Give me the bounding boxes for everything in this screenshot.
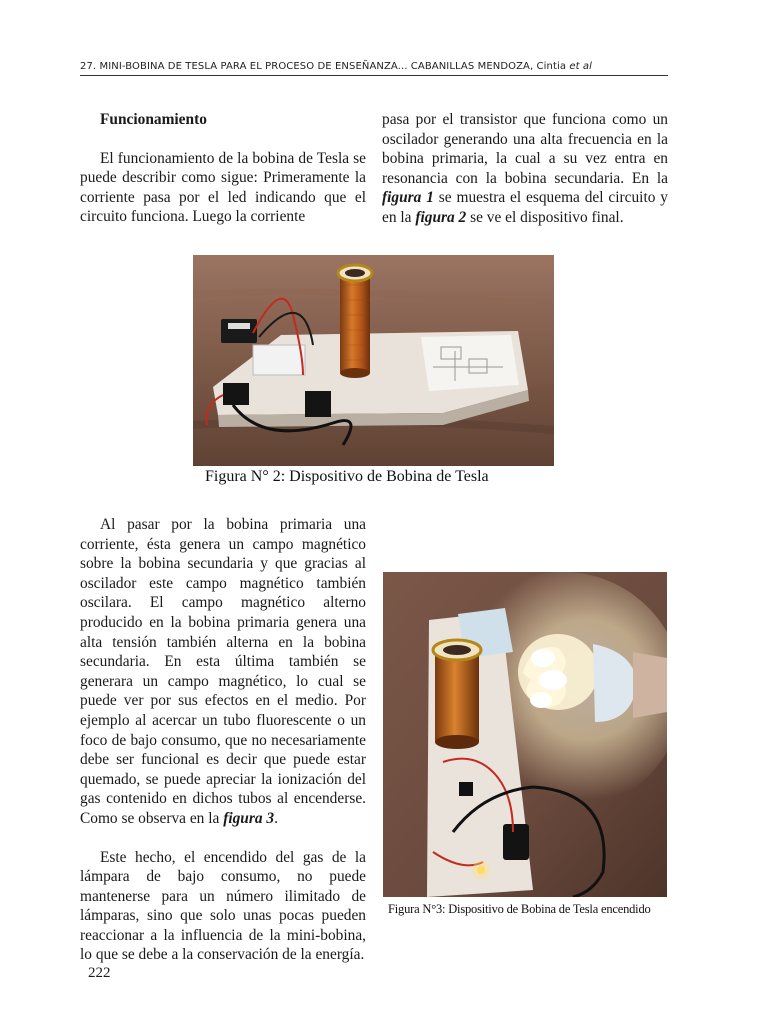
figure-1-reference[interactable]: figura 1 — [382, 189, 434, 207]
figure-2-caption: Figura N° 2: Dispositivo de Bobina de Tesla — [205, 468, 489, 485]
right-column-top — [382, 110, 668, 228]
text-run: pasa por el transistor que funciona como un oscilador generando una alta frecuencia en la bobina primaria, la cual a su vez entra en resonancia con la bobina secundaria. En la — [382, 111, 668, 187]
running-head-text: 27. MINI-BOBINA DE TESLA PARA EL PROCESO DE ENSEÑANZA... CABANILLAS MENDOZA, Cintia — [80, 61, 567, 72]
tesla-coil-device-image — [193, 255, 554, 466]
paragraph-funcionamiento: El funcionamiento de la bobina de Tesla se puede describir como sigue: Primeramente la corriente pasa por el led indicando que el circuito funciona. Luego la corriente — [80, 149, 366, 226]
figure-2-reference[interactable]: figura 2 — [415, 208, 467, 226]
paragraph-campo-magnetico — [80, 515, 366, 829]
figure-3-caption: Figura N°3: Dispositivo de Bobina de Tesla encendido — [388, 902, 651, 916]
section-heading: Funcionamiento — [100, 111, 207, 128]
text-run: Al pasar por la bobina primaria una corriente, ésta genera un campo magnético sobre la bobina secundaria y que gracias al oscilador este campo magnético también oscilara. El campo magnético alterno producido en la bobina primaria genera una alta tensión también alterna en la bobina secundaria. En esta última también se generara un campo magnético, lo cual se puede ver por sus efectos en el medio. Por ejemplo al acercar un tubo fluorescente o un foco de bajo consumo, que no necesariamente debe ser funcional es decir que puede estar quemado, se puede apreciar la ionización del gas contenido en dichos tubos al encenderse. Como se observa en la — [80, 516, 366, 827]
figure-3-reference[interactable]: figura 3 — [223, 809, 275, 827]
text-run: se muestra el esquema del circuito y en la — [382, 189, 668, 226]
running-head — [80, 61, 668, 72]
paragraph-funcionamiento-continued — [382, 110, 668, 228]
left-column-top — [80, 110, 366, 227]
figure-3-photo — [383, 572, 667, 897]
tesla-coil-lamp-lit-image — [383, 572, 667, 897]
paragraph-conservacion-energia: Este hecho, el encendido del gas de la lámpara de bajo consumo, no puede mantenerse para un número ilimitado de lámparas, sino que solo unas pocas pueden reaccionar a la influencia de la mini-bobina, lo que se debe a la conservación de la energía. — [80, 848, 366, 964]
running-head-etal: et al — [569, 61, 593, 72]
header-rule — [80, 75, 668, 76]
figure-2-photo — [193, 255, 554, 466]
left-column-middle — [80, 515, 366, 965]
text-run: . — [274, 809, 278, 827]
text-run: se ve el dispositivo final. — [470, 208, 624, 226]
page-number: 222 — [88, 965, 111, 981]
